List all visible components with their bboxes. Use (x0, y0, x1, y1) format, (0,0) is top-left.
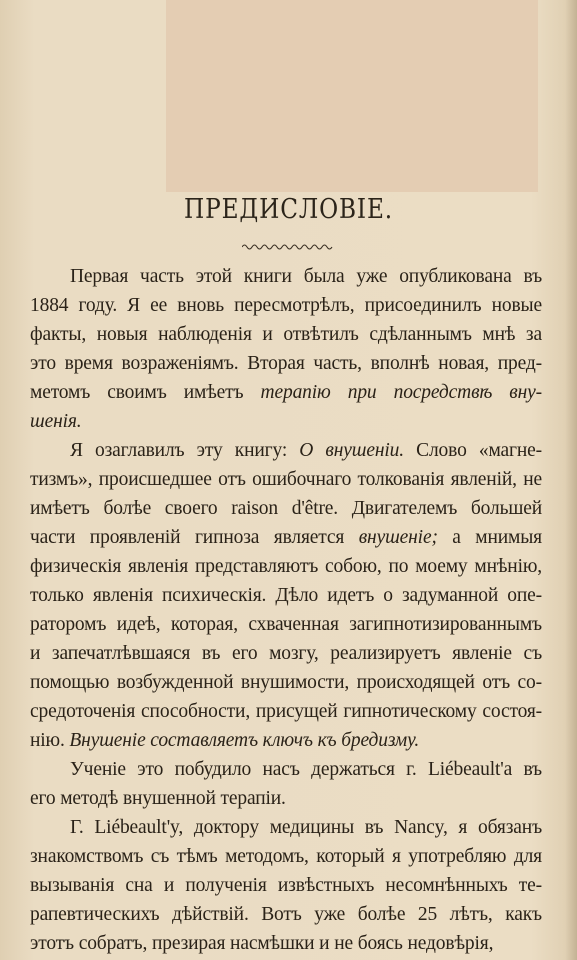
text-line (30, 929, 542, 958)
text-segment: тизмъ», происшедшее отъ ошибочнаго толкованія явленій, не (30, 469, 542, 490)
chapter-heading: ПРЕДИСЛОВІЕ. (183, 194, 394, 225)
text-segment: метомъ своимъ имѣетъ (30, 382, 261, 403)
text-segment: имѣетъ болѣе своего raison d'être. Двигателемъ большей (30, 498, 542, 519)
text-segment: части проявленій гипноза является (30, 527, 359, 548)
text-line (30, 726, 542, 755)
italic-text: терапію при посредствѣ вну- (260, 382, 542, 403)
text-segment: помощью возбужденной внушимости, происходящей отъ со- (30, 672, 542, 693)
text-segment: Г. Liébeault'y, доктору медицины въ Nancy, я обязанъ (70, 817, 542, 838)
text-segment: вызыванія сна и полученія извѣстныхъ несомнѣнныхъ те- (30, 875, 542, 896)
text-line (30, 523, 542, 552)
page-edge-shadow (565, 0, 577, 960)
text-segment: и запечатлѣвшаяся въ его мозгу, реализируетъ явленіе съ (30, 643, 542, 664)
text-line (30, 871, 542, 900)
text-line (30, 494, 542, 523)
text-line (30, 320, 542, 349)
text-segment: факты, новыя наблюденія и отвѣтилъ сдѣланнымъ мнѣ за (30, 324, 542, 345)
text-line (30, 784, 542, 813)
italic-text: Внушеніе составляетъ ключъ къ бредизму. (69, 730, 420, 751)
text-line (30, 465, 542, 494)
text-segment: это время возраженіямъ. Вторая часть, вполнѣ новая, пред- (30, 353, 542, 374)
top-paper-patch (166, 0, 538, 192)
text-line (30, 407, 542, 436)
text-segment: а мнимыя (437, 527, 542, 548)
text-segment: Слово «магне- (403, 440, 542, 461)
text-segment: знакомствомъ съ тѣмъ методомъ, который я употребляю для (30, 846, 542, 867)
text-line (30, 697, 542, 726)
text-line (30, 291, 542, 320)
text-line (30, 900, 542, 929)
text-line (30, 813, 542, 842)
text-line (30, 639, 542, 668)
text-line (30, 378, 542, 407)
text-segment: его методѣ внушенной терапіи. (30, 788, 286, 809)
paragraph (30, 813, 542, 958)
text-segment: Я озаглавилъ эту книгу: (70, 440, 300, 461)
text-line (30, 755, 542, 784)
text-segment: средоточенія способности, присущей гипнотическому состоя- (30, 701, 542, 722)
ornament-divider (242, 242, 334, 252)
text-segment: только явленія психическія. Дѣло идетъ о задуманной опе- (30, 585, 542, 606)
text-segment: раторомъ идеѣ, которая, схваченная загипнотизированнымъ (30, 614, 542, 635)
text-segment: 1884 году. Я ее вновь пересмотрѣлъ, присоединилъ новые (30, 295, 542, 316)
text-line (30, 668, 542, 697)
text-segment: Ученіе это побудило насъ держаться г. Liébeault'a въ (70, 759, 542, 780)
text-line (30, 581, 542, 610)
italic-text: О внушеніи. (299, 440, 404, 461)
text-segment: нію. (30, 730, 70, 751)
text-line (30, 436, 542, 465)
text-segment: рапевтическихъ дѣйствій. Вотъ уже болѣе 25 лѣтъ, какъ (30, 904, 542, 925)
text-line (30, 610, 542, 639)
paragraph (30, 436, 542, 755)
text-line (30, 349, 542, 378)
preface-text (30, 262, 542, 958)
italic-text: внушеніе; (358, 527, 438, 548)
text-line (30, 552, 542, 581)
text-segment: Первая часть этой книги была уже опубликована въ (70, 266, 542, 287)
text-line (30, 842, 542, 871)
text-segment: этотъ собратъ, презирая насмѣшки и не боясь недовѣрія, (30, 933, 494, 954)
paragraph (30, 755, 542, 813)
italic-text: шенія. (30, 411, 82, 432)
text-segment: физическія явленія представляютъ собою, по моему мнѣнію, (30, 556, 542, 577)
paragraph (30, 262, 542, 436)
text-line (30, 262, 542, 291)
